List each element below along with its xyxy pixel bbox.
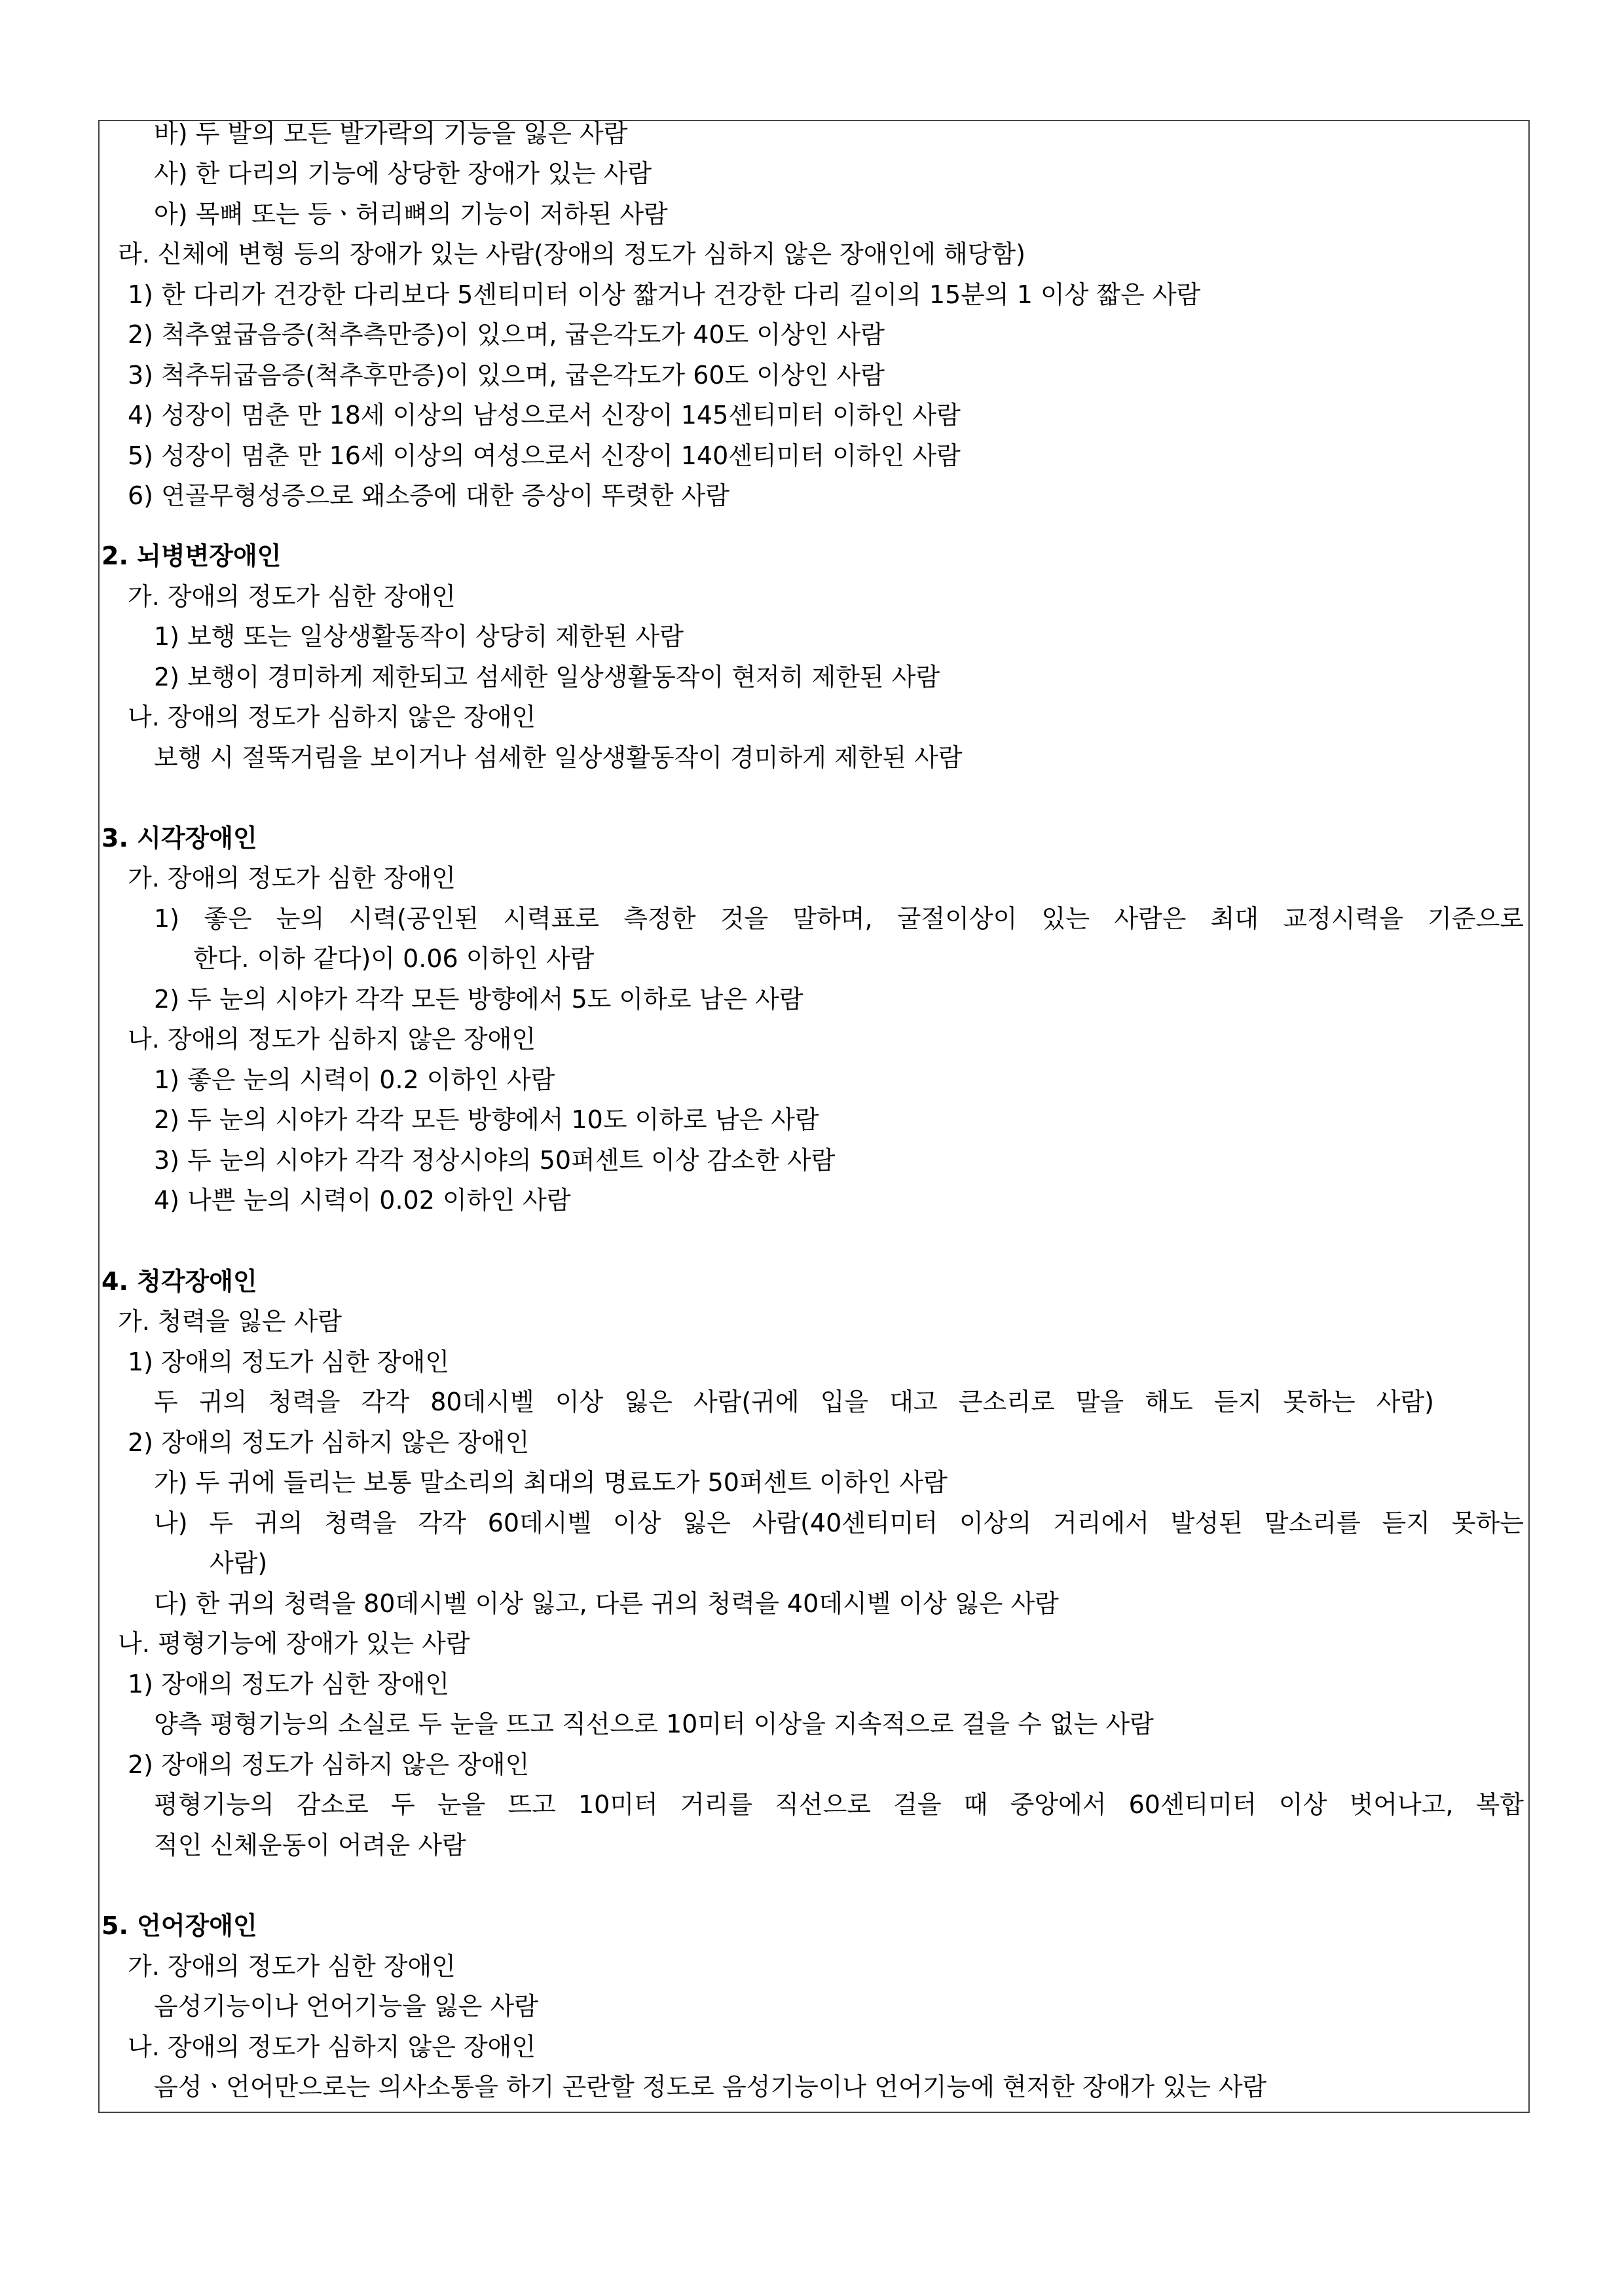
list-item: 2) 두 눈의 시야가 각각 모든 방향에서 10도 이하로 남은 사람 — [154, 1105, 819, 1134]
list-item: 2) 장애의 정도가 심하지 않은 장애인 — [128, 1750, 530, 1779]
list-item: 4) 나쁜 눈의 시력이 0.02 이하인 사람 — [154, 1186, 571, 1215]
section-heading: 가. 장애의 정도가 심한 장애인 — [128, 864, 456, 892]
list-item: 3) 척추뒤굽음증(척추후만증)이 있으며, 굽은각도가 60도 이상인 사람 — [128, 361, 885, 390]
section-heading: 나. 평형기능에 장애가 있는 사람 — [118, 1629, 470, 1658]
list-item-text: 평형기능의 감소로 두 눈을 뜨고 10미터 거리를 직선으로 걸을 때 중앙에서 60센티미터 이상 벗어나고, 복합 — [154, 1790, 1524, 1819]
section-heading: 나. 장애의 정도가 심하지 않은 장애인 — [128, 703, 536, 731]
list-item: 나) 두 귀의 청력을 각각 60데시벨 이상 잃은 사람(40센티미터 이상의 거리에서 발성된 말소리를 듣지 못하는 — [154, 1509, 1524, 1537]
list-item: 아) 목뼈 또는 등ㆍ허리뼈의 기능이 저하된 사람 — [154, 200, 668, 229]
section-title: 5. 언어장애인 — [101, 1911, 257, 1940]
list-item-text: 양측 평형기능의 소실로 두 눈을 뜨고 직선으로 10미터 이상을 지속적으로 걸을 수 없는 사람 — [154, 1710, 1154, 1738]
list-item-text: 두 귀의 청력을 각각 80데시벨 이상 잃은 사람(귀에 입을 대고 큰소리로 말을 해도 듣지 못하는 사람) — [154, 1387, 1434, 1416]
list-item: 다) 한 귀의 청력을 80데시벨 이상 잃고, 다른 귀의 청력을 40데시벨 이상 잃은 사람 — [154, 1589, 1059, 1618]
list-item-continuation: 한다. 이하 같다)이 0.06 이하인 사람 — [193, 944, 595, 973]
section-heading: 가. 장애의 정도가 심한 장애인 — [128, 582, 456, 611]
list-item: 가) 두 귀에 들리는 보통 말소리의 최대의 명료도가 50퍼센트 이하인 사람 — [154, 1468, 948, 1497]
list-item: 1) 한 다리가 건강한 다리보다 5센티미터 이상 짧거나 건강한 다리 길이의 15분의 1 이상 짧은 사람 — [128, 280, 1201, 309]
list-item-text: 음성기능이나 언어기능을 잃은 사람 — [154, 1992, 538, 2021]
section-title: 2. 뇌병변장애인 — [101, 542, 282, 570]
list-item-text: 음성ㆍ언어만으로는 의사소통을 하기 곤란할 정도로 음성기능이나 언어기능에 현저한 장애가 있는 사람 — [154, 2072, 1267, 2101]
list-item: 2) 두 눈의 시야가 각각 모든 방향에서 5도 이하로 남은 사람 — [154, 985, 803, 1014]
list-item: 바) 두 발의 모든 발가락의 기능을 잃은 사람 — [154, 119, 628, 148]
list-item: 1) 장애의 정도가 심한 장애인 — [128, 1670, 450, 1698]
list-item: 1) 장애의 정도가 심한 장애인 — [128, 1348, 450, 1376]
list-item: 1) 좋은 눈의 시력이 0.2 이하인 사람 — [154, 1065, 555, 1094]
list-item-continuation: 사람) — [210, 1549, 268, 1577]
list-item-continuation: 적인 신체운동이 어려운 사람 — [154, 1831, 466, 1860]
list-item: 2) 척추옆굽음증(척추측만증)이 있으며, 굽은각도가 40도 이상인 사람 — [128, 320, 885, 349]
list-item: 1) 보행 또는 일상생활동작이 상당히 제한된 사람 — [154, 622, 684, 651]
list-item: 보행 시 절뚝거림을 보이거나 섬세한 일상생활동작이 경미하게 제한된 사람 — [154, 743, 963, 772]
list-item: 5) 성장이 멈춘 만 16세 이상의 여성으로서 신장이 140센티미터 이하인 사람 — [128, 441, 961, 470]
list-item: 사) 한 다리의 기능에 상당한 장애가 있는 사람 — [154, 159, 652, 188]
section-heading: 나. 장애의 정도가 심하지 않은 장애인 — [128, 2032, 536, 2061]
list-item: 6) 연골무형성증으로 왜소증에 대한 증상이 뚜렷한 사람 — [128, 481, 730, 510]
section-heading: 가. 장애의 정도가 심한 장애인 — [128, 1952, 456, 1981]
list-item: 2) 장애의 정도가 심하지 않은 장애인 — [128, 1428, 530, 1457]
list-item: 2) 보행이 경미하게 제한되고 섬세한 일상생활동작이 현저히 제한된 사람 — [154, 663, 940, 691]
list-item: 4) 성장이 멈춘 만 18세 이상의 남성으로서 신장이 145센티미터 이하인 사람 — [128, 401, 961, 430]
section-heading: 나. 장애의 정도가 심하지 않은 장애인 — [128, 1025, 536, 1054]
section-title: 3. 시각장애인 — [101, 824, 257, 853]
section-heading: 가. 청력을 잃은 사람 — [118, 1307, 342, 1336]
section-heading: 라. 신체에 변형 등의 장애가 있는 사람(장애의 정도가 심하지 않은 장애인에 해당함) — [118, 240, 1025, 268]
section-title: 4. 청각장애인 — [101, 1267, 257, 1296]
list-item: 1) 좋은 눈의 시력(공인된 시력표로 측정한 것을 말하며, 굴절이상이 있는 사람은 최대 교정시력을 기준으로 — [154, 904, 1524, 933]
list-item: 3) 두 눈의 시야가 각각 정상시야의 50퍼센트 이상 감소한 사람 — [154, 1146, 836, 1175]
